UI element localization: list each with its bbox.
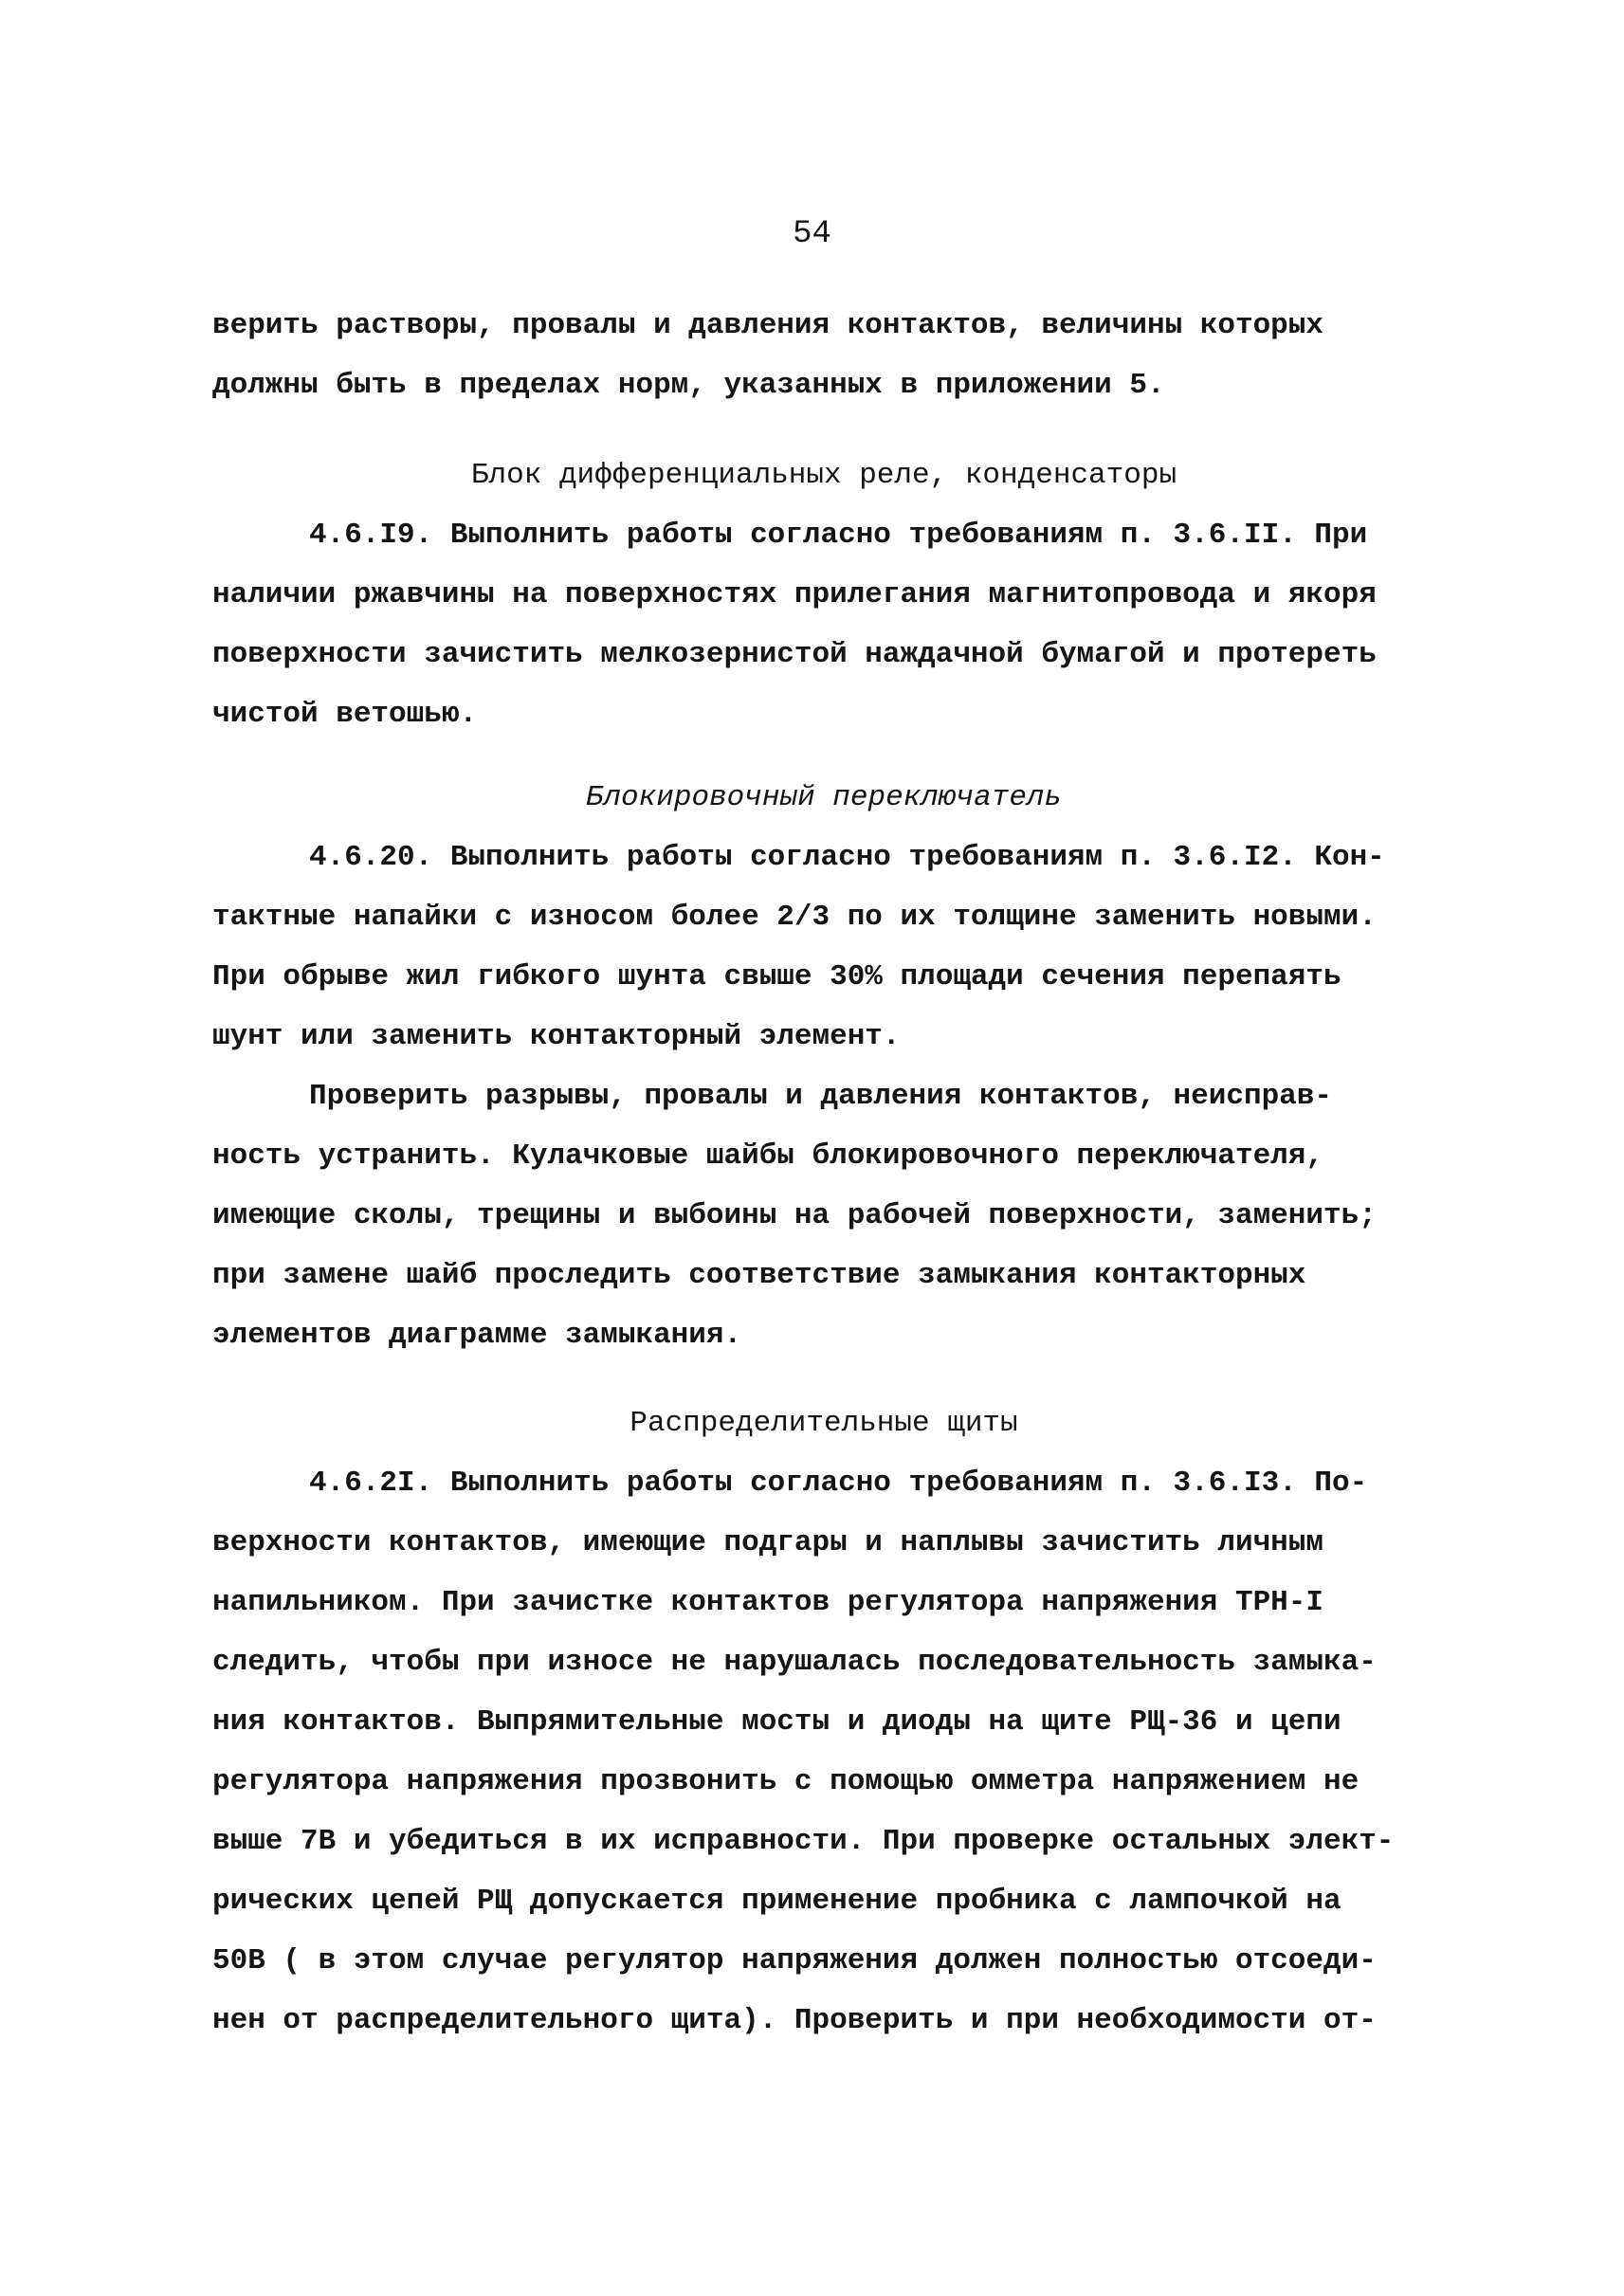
- page-number: 54: [793, 216, 831, 252]
- text-line: имеющие сколы, трещины и выбоины на рабочей поверхности, заменить;: [212, 1199, 1377, 1232]
- text-line: рических цепей РЩ допускается применение пробника с лампочкой на: [212, 1885, 1341, 1918]
- text-line: Проверить разрывы, провалы и давления контактов, неисправ-: [309, 1080, 1332, 1113]
- text-line: должны быть в пределах норм, указанных в приложении 5.: [212, 369, 1165, 402]
- text-line: 4.6.2I. Выполнить работы согласно требованиям п. 3.6.I3. По-: [309, 1467, 1368, 1500]
- text-line: 4.6.I9. Выполнить работы согласно требованиям п. 3.6.II. При: [309, 519, 1368, 552]
- text-line: при замене шайб проследить соответствие замыкания контакторных: [212, 1259, 1306, 1292]
- text-line: поверхности зачистить мелкозернистой наждачной бумагой и протереть: [212, 638, 1377, 671]
- text-line: тактные напайки с износом более 2/3 по их толщине заменить новыми.: [212, 901, 1377, 934]
- text-line: выше 7В и убедиться в их исправности. При проверке остальных элект-: [212, 1825, 1395, 1858]
- section-distribution-boards: [212, 1394, 1435, 2110]
- text-line: 50В ( в этом случае регулятор напряжения должен полностью отсоеди-: [212, 1944, 1377, 1977]
- section-heading: Блокировочный переключатель: [585, 781, 1063, 814]
- text-line: следить, чтобы при износе не нарушалась последовательность замыка-: [212, 1646, 1377, 1679]
- text-line: чистой ветошью.: [212, 698, 478, 731]
- text-line: верить растворы, провалы и давления контактов, величины которых: [212, 309, 1323, 342]
- text-line: 4.6.20. Выполнить работы согласно требованиям п. 3.6.I2. Кон-: [309, 841, 1385, 874]
- text-line: [212, 2050, 1435, 2110]
- section-differential-relays: [212, 446, 1435, 744]
- text-line: верхности контактов, имеющие подгары и наплывы зачистить личным: [212, 1526, 1323, 1559]
- section-heading: Распределительные щиты: [630, 1407, 1018, 1440]
- intro-paragraph: [212, 296, 1435, 415]
- text-line: ния контактов. Выпрямительные мосты и диоды на щите РЩ-36 и цепи: [212, 1705, 1341, 1739]
- text-line: наличии ржавчины на поверхностях прилегания магнитопровода и якоря: [212, 578, 1377, 611]
- text-line: регулятора напряжения прозвонить с помощью омметра напряжением не: [212, 1765, 1359, 1798]
- text-line: элементов диаграмме замыкания.: [212, 1319, 742, 1352]
- text-line: нен от распределительного щита). Проверить и при необходимости от-: [212, 2004, 1377, 2037]
- section-heading: Блок дифференциальных реле, конденсаторы: [470, 459, 1177, 492]
- text-line: шунт или заменить контакторный элемент.: [212, 1020, 901, 1053]
- text-line: При обрыве жил гибкого шунта свыше 30% площади сечения перепаять: [212, 960, 1341, 993]
- section-interlock-switch: [212, 768, 1435, 1365]
- text-line: ность устранить. Кулачковые шайбы блокировочного переключателя,: [212, 1139, 1323, 1173]
- text-line: напильником. При зачистке контактов регулятора напряжения ТРН-I: [212, 1586, 1323, 1619]
